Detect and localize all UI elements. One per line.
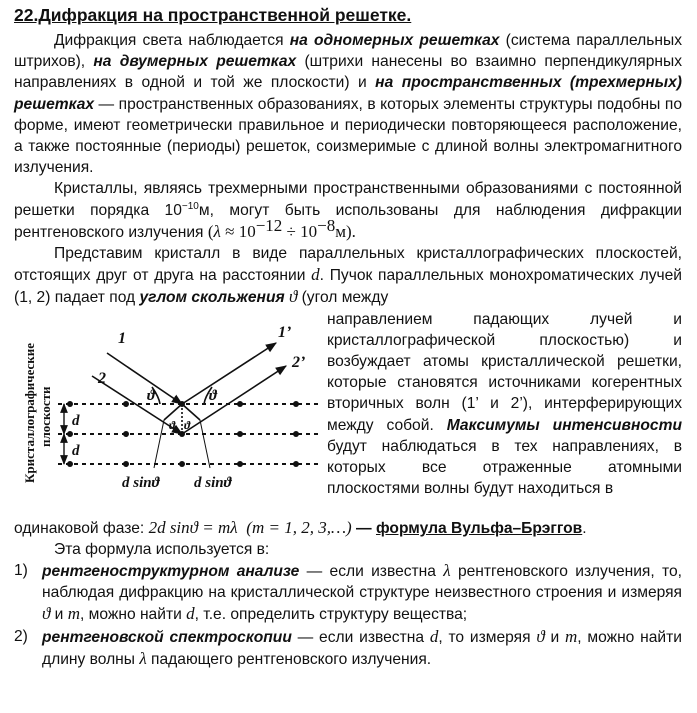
text: — если известна	[291, 628, 430, 646]
text: падающего рентгеновского излучения.	[146, 650, 432, 668]
dsin-label-1: d sinϑ	[122, 474, 160, 491]
ray-1-incident	[107, 353, 182, 404]
paragraph-intro	[14, 30, 682, 178]
text: одинаковой фазе:	[14, 519, 149, 537]
ray-2-reflected	[182, 366, 286, 434]
text: будут наблюдаться в тех направлениях, в которых все отраженные атомными плоскостями волны будут находиться в	[327, 437, 682, 498]
term-glancing-angle: углом скольжения	[139, 289, 285, 307]
term-3d-grating: на пространственных (трехмерных) решетках	[14, 74, 682, 113]
list-item-text	[42, 626, 682, 670]
usage-list	[14, 560, 682, 670]
formula-part: (	[207, 221, 214, 241]
list-item	[14, 560, 682, 626]
text: , то измеряя	[438, 628, 537, 646]
text: направлением падающих лучей и кристаллографической плоскостью) и возбуждает атомы кристаллической решетки, которые становятся источниками когерентных вторичных волн (1’ и 2’), интерферирующих между собой.	[327, 310, 682, 434]
bragg-diagram	[14, 313, 326, 503]
paragraph-bragg-formula	[14, 517, 682, 539]
usage-intro: Эта формула используется в:	[54, 540, 270, 558]
exponent: −10	[181, 200, 199, 212]
var-m: m	[67, 604, 81, 624]
text: — если известна	[299, 563, 444, 581]
var-lambda: λ	[443, 561, 451, 581]
text: Кристаллы, являясь трехмерными пространственными образованиями с постоянной решетки порядка 10	[14, 180, 682, 219]
text: — пространственных образованиях, в которых элементы структуры подобны по форме, имеют геометрически правильное и периодически повторяющееся расположение, а также постоянные (периоды) решеток, соизмеримые с длиной волны электромагнитного излучения.	[14, 95, 682, 177]
ray-1-label: 1	[118, 329, 126, 347]
section-title: 22.Дифракция на пространственной решетке.	[14, 5, 412, 25]
list-item	[14, 626, 682, 670]
term-xray-structure-analysis: рентгеноструктурном анализе	[42, 563, 300, 581]
text: (угол между	[297, 289, 389, 307]
theta-inner-left: ϑ	[169, 417, 176, 432]
var-d: d	[311, 265, 320, 285]
var-theta: ϑ	[284, 287, 298, 307]
formula-unit: м	[335, 221, 346, 241]
formula-part: ≈ 10	[220, 221, 256, 241]
var-theta: ϑ	[536, 626, 545, 646]
text: м, могут быть использованы для наблюдения дифракции рентгеновского излучения	[14, 201, 682, 241]
text: и	[544, 628, 565, 646]
text: , т.е. определить структуру вещества;	[194, 606, 468, 624]
text: (штрихи нанесены во взаимно перпендикулярных направлениях в одной и той же плоскости) и	[14, 53, 682, 92]
text: рентгеновского излучения, то, наблюдая дифракцию на кристаллической структуре неизвестного строения и измеряя	[42, 563, 682, 602]
ray-1-prime-label: 1’	[278, 323, 292, 341]
term-1d-grating: на одномерных решетках	[289, 32, 500, 49]
ray-2-label: 2	[98, 369, 106, 387]
dsin-leader-2	[200, 420, 210, 468]
text: .	[582, 519, 587, 537]
formula-part: ÷ 10	[282, 221, 318, 241]
bragg-formula: 2d sinϑ = mλ	[148, 517, 238, 537]
text: . Пучок параллельных монохроматических лучей (1, 2) падает под	[14, 267, 682, 307]
ray-2-prime-label: 2’	[292, 353, 306, 371]
theta-incident: ϑ	[147, 387, 155, 404]
formula-lambda: λ	[213, 221, 221, 241]
term-intensity-maxima: Максимумы интенсивности	[446, 416, 682, 434]
text: Дифракция света наблюдается	[54, 32, 290, 49]
var-lambda: λ	[139, 648, 147, 668]
list-number: 1)	[14, 562, 28, 580]
theta-inner-right: ϑ	[184, 417, 191, 432]
paragraph-crystals	[14, 178, 682, 243]
figure-side-text	[327, 309, 682, 500]
list-number: 2)	[14, 627, 28, 645]
var-m: m	[565, 626, 578, 646]
d-label-2: d	[72, 442, 80, 459]
text: , можно найти длину волны	[42, 628, 682, 668]
document-page	[14, 4, 682, 670]
wulff-bragg-formula-name: формула Вульфа–Брэггов	[375, 519, 583, 537]
axis-label-planes: Кристаллографические	[22, 342, 37, 483]
dsin-label-2: d sinϑ	[194, 474, 232, 491]
formula-exponent: −12	[255, 215, 283, 235]
var-theta: ϑ	[42, 604, 51, 624]
formula-part: ).	[346, 221, 356, 241]
formula-exponent: −8	[317, 215, 336, 235]
text: Представим кристалл в виде параллельных кристаллографических плоскостей, отстоящих друг от друга на расстоянии	[14, 245, 682, 285]
var-d: d	[186, 604, 195, 624]
theta-reflected: ϑ	[209, 387, 217, 404]
d-label-1: d	[72, 412, 80, 429]
dash: —	[351, 519, 376, 537]
axis-label-planes-2: плоскости	[38, 386, 53, 447]
text: и	[50, 606, 68, 624]
list-item-text	[42, 560, 682, 626]
ray-1-reflected	[182, 343, 276, 404]
text: (система параллельных штрихов),	[14, 32, 682, 71]
text: , можно найти	[80, 606, 187, 624]
term-xray-spectroscopy: рентгеновской спектроскопии	[42, 628, 292, 646]
var-d: d	[429, 626, 439, 646]
paragraph-bragg	[14, 243, 682, 309]
dsin-leader-1	[154, 420, 164, 468]
figure-block	[14, 309, 682, 517]
term-2d-grating: на двумерных решетках	[93, 53, 297, 71]
order-range: (m = 1, 2, 3,…)	[246, 517, 352, 537]
